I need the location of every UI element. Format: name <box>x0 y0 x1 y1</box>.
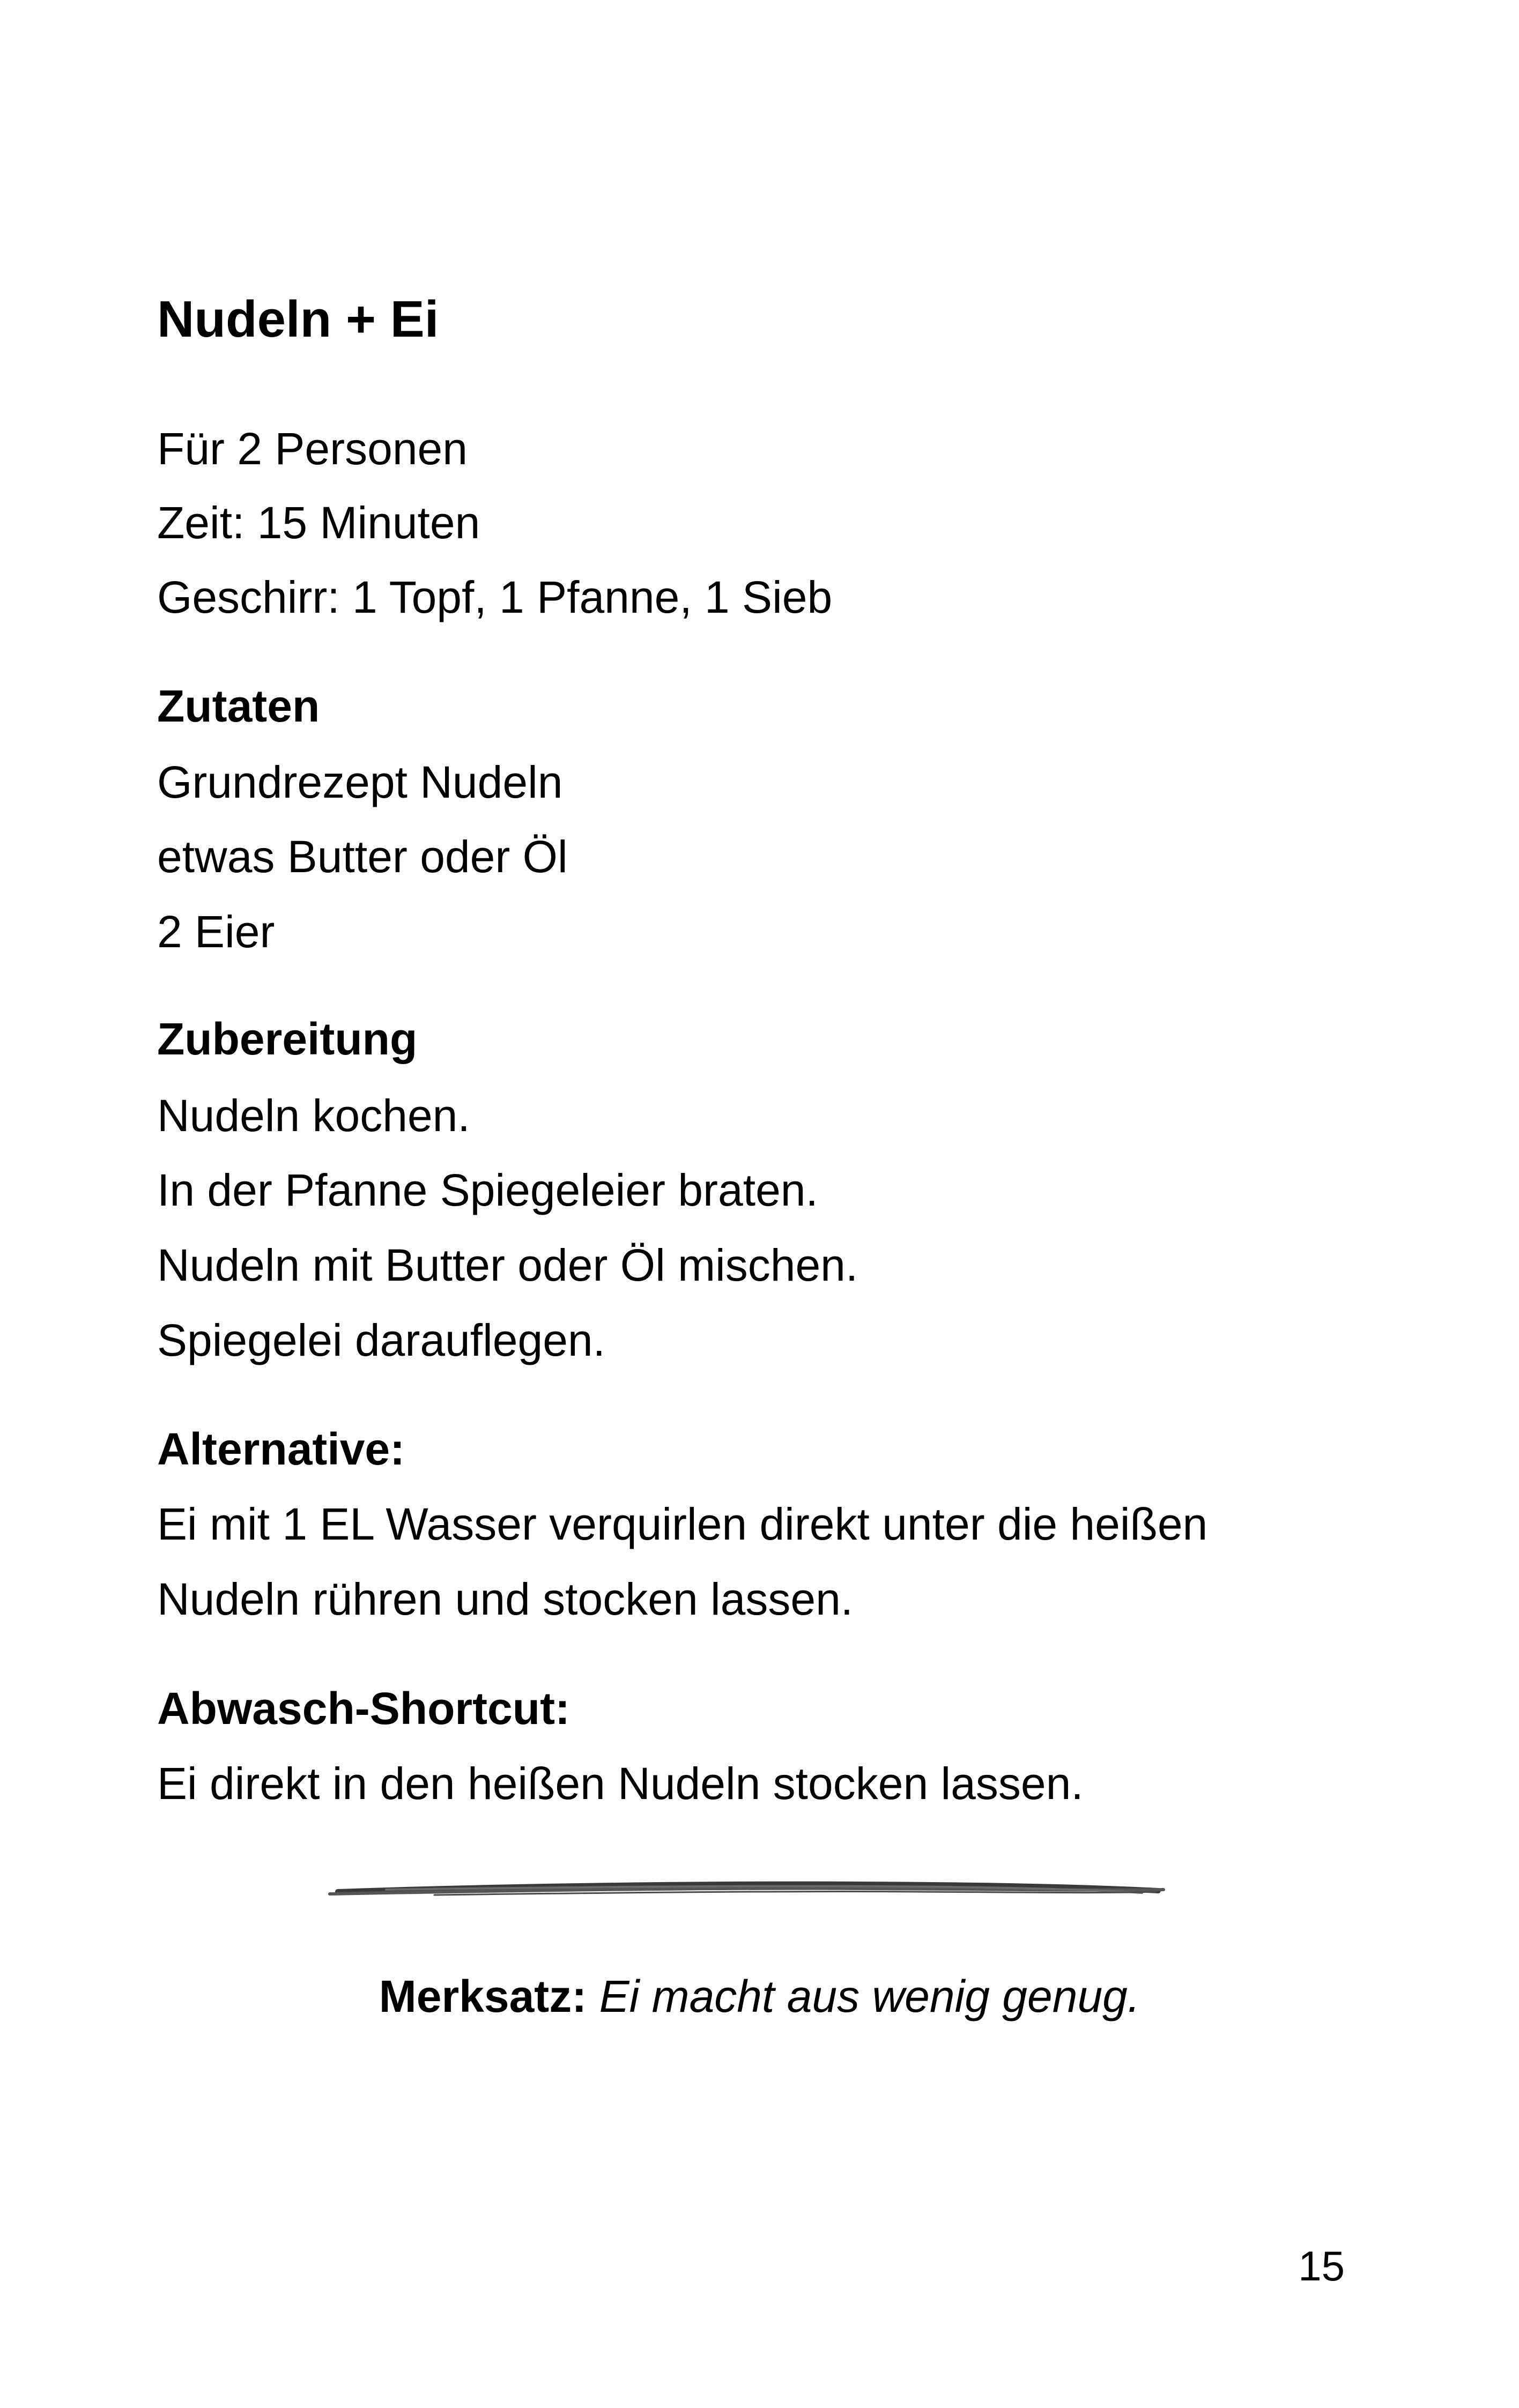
ingredient-item: 2 Eier <box>157 906 275 957</box>
page-number: 15 <box>1298 2242 1345 2290</box>
shortcut-heading: Abwasch-Shortcut: <box>157 1683 570 1734</box>
ingredient-item: etwas Butter oder Öl <box>157 831 568 882</box>
merksatz-label: Merksatz: <box>379 1971 587 2021</box>
ingredients-heading: Zutaten <box>157 681 320 731</box>
alternative-heading: Alternative: <box>157 1424 405 1474</box>
alternative-line: Nudeln rühren und stocken lassen. <box>157 1574 854 1624</box>
step-item: In der Pfanne Spiegeleier braten. <box>157 1165 818 1215</box>
recipe-title: Nudeln + Ei <box>157 291 439 348</box>
ingredient-item: Grundrezept Nudeln <box>157 757 563 807</box>
time-line: Zeit: 15 Minuten <box>157 497 480 548</box>
step-item: Nudeln mit Butter oder Öl mischen. <box>157 1240 858 1290</box>
merksatz-line <box>0 1971 1519 2021</box>
merksatz-text: Ei macht aus wenig genug. <box>599 1971 1140 2021</box>
servings-line: Für 2 Personen <box>157 423 468 474</box>
steps-heading: Zubereitung <box>157 1014 418 1064</box>
alternative-line: Ei mit 1 EL Wasser verquirlen direkt unter die heißen <box>157 1499 1208 1549</box>
equipment-line: Geschirr: 1 Topf, 1 Pfanne, 1 Sieb <box>157 572 833 622</box>
step-item: Spiegelei darauflegen. <box>157 1315 605 1365</box>
brush-stroke-divider <box>327 1879 1169 1900</box>
step-item: Nudeln kochen. <box>157 1090 470 1141</box>
shortcut-text: Ei direkt in den heißen Nudeln stocken lassen. <box>157 1758 1084 1809</box>
